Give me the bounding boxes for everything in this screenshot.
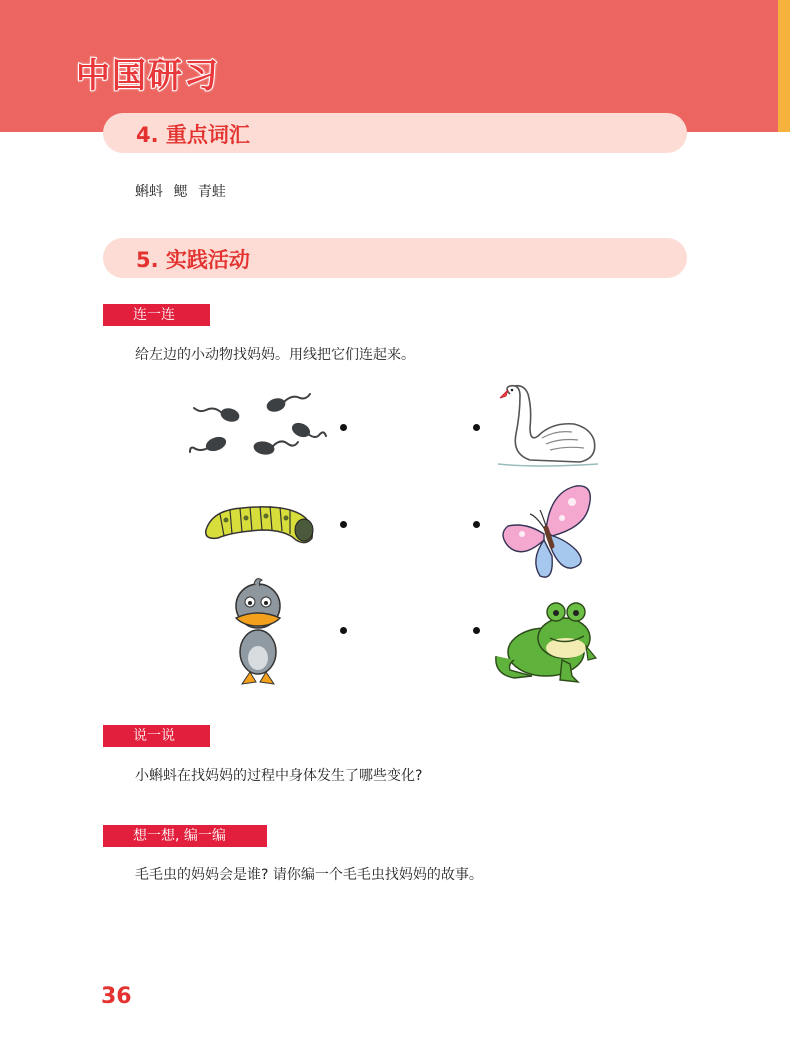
swan-image <box>494 384 602 468</box>
match-dot-tadpoles[interactable] <box>340 424 347 431</box>
page-number: 36 <box>101 984 132 1009</box>
section-practice-title: 5. 实践活动 <box>136 248 250 272</box>
duckling-image <box>228 576 288 688</box>
section-vocab-title: 4. 重点词汇 <box>136 123 250 147</box>
caterpillar-image <box>202 500 318 550</box>
tadpoles-image <box>188 388 328 460</box>
vocab-words: 蝌蚪 鳃 青蛙 <box>135 184 226 200</box>
discuss-question: 小蝌蚪在找妈妈的过程中身体发生了哪些变化? <box>135 768 423 784</box>
match-dot-butterfly[interactable] <box>473 521 480 528</box>
frog-image <box>492 598 602 684</box>
header-edge-stripe <box>778 0 790 132</box>
match-dot-swan[interactable] <box>473 424 480 431</box>
section-practice-header <box>103 238 687 278</box>
match-dot-frog[interactable] <box>473 627 480 634</box>
match-dot-caterpillar[interactable] <box>340 521 347 528</box>
create-prompt: 毛毛虫的妈妈会是谁? 请你编一个毛毛虫找妈妈的故事。 <box>135 867 483 883</box>
butterfly-image <box>500 484 596 582</box>
match-instruction: 给左边的小动物找妈妈。用线把它们连起来。 <box>135 347 415 363</box>
create-activity-label: 想一想, 编一编 <box>103 825 267 847</box>
match-activity-label: 连一连 <box>103 304 210 326</box>
match-dot-duckling[interactable] <box>340 627 347 634</box>
discuss-activity-label: 说一说 <box>103 725 210 747</box>
brand-title: 中国研习 <box>76 56 220 96</box>
section-vocab-header <box>103 113 687 153</box>
